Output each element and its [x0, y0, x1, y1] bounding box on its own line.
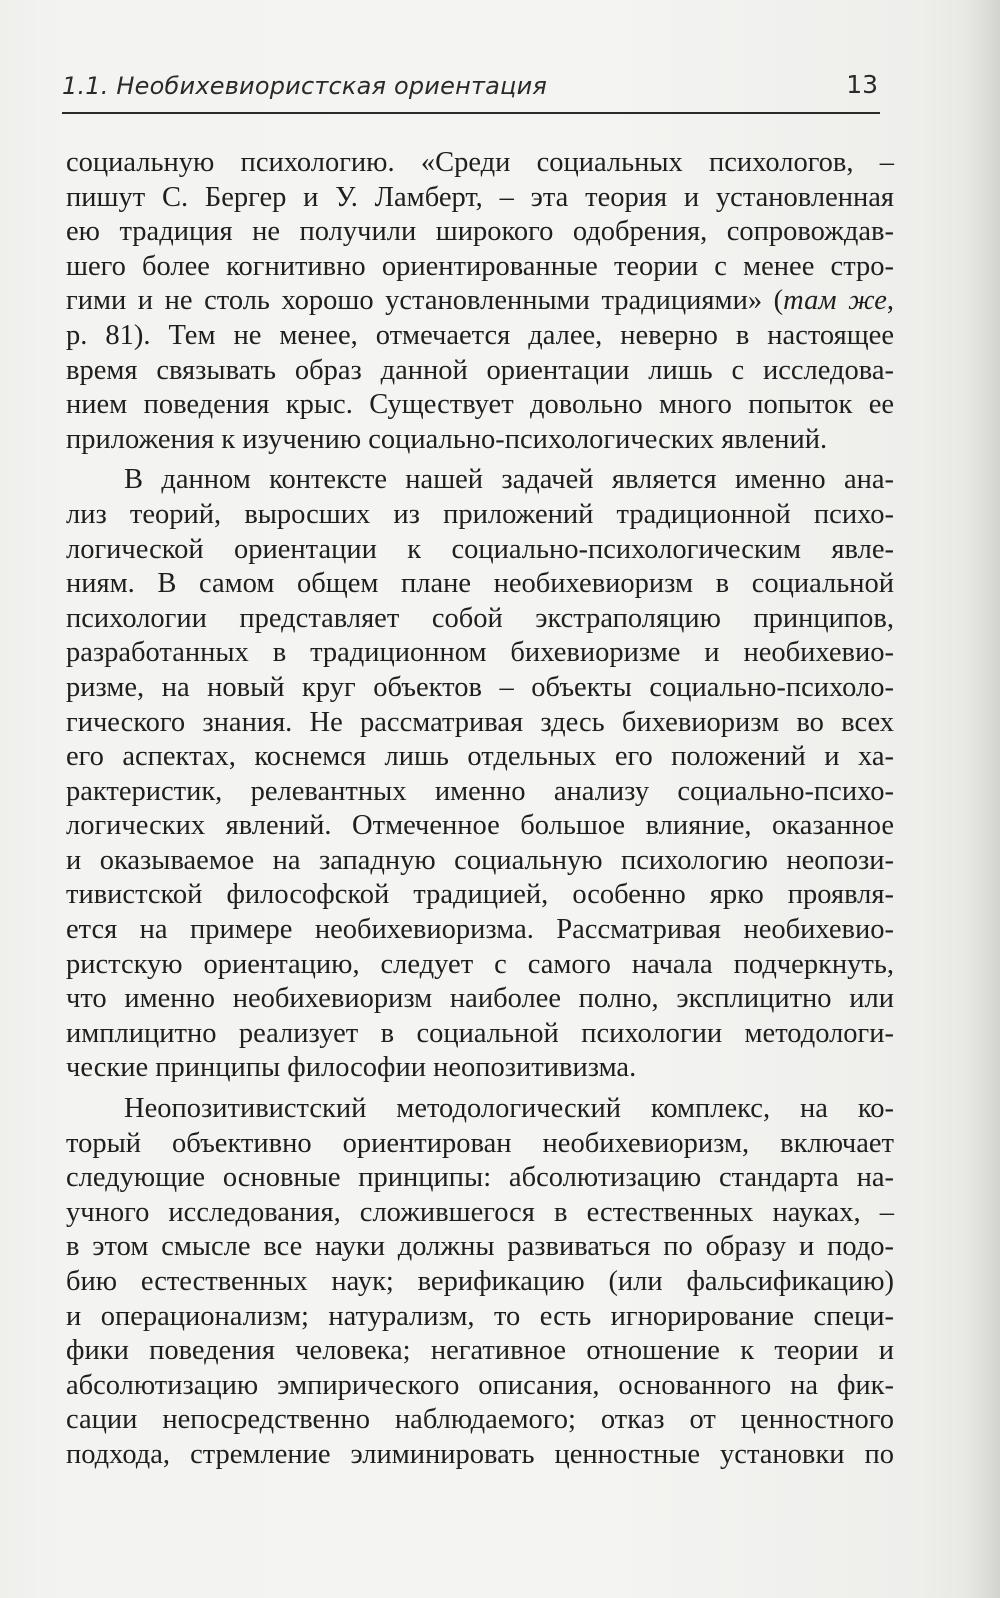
text-line: подхода, стремление элиминировать ценностные установки по	[66, 1438, 894, 1470]
text-line: социальную психологию. «Среди социальных психологов, –	[66, 147, 894, 178]
text-line: рактеристик, релевантных именно анализу социально-психо-	[66, 775, 894, 807]
text-line: Неопозитивистский методологический комплекс, на ко-	[124, 1093, 894, 1125]
paragraph-3	[66, 1092, 894, 1473]
text-line: и операционализм; натурализм, то есть игнорирование специ-	[66, 1300, 894, 1332]
text-line: время связывать образ данной ориентации лишь с исследова-	[66, 354, 894, 386]
text-line: р. 81). Тем не менее, отмечается далее, неверно в настоящее	[66, 319, 894, 351]
text-line: ризме, на новый круг объектов – объекты социально-психоло-	[66, 671, 894, 703]
text-line: ется на примере необихевиоризма. Рассматривая необихевио-	[66, 914, 894, 946]
text-line: В данном контексте нашей задачей является именно ана-	[124, 464, 894, 496]
text-line: пишут С. Бергер и У. Ламберт, – эта теория и установленная	[66, 181, 894, 213]
text-line: фики поведения человека; негативное отношение к теории и	[66, 1335, 894, 1367]
text-line: бию естественных наук; верификацию (или фальсификацию)	[66, 1266, 894, 1297]
text-line: имплицитно реализует в социальной психологии методологи-	[66, 1017, 894, 1049]
text-line: абсолютизацию эмпирического описания, основанного на фик-	[66, 1369, 894, 1401]
running-head	[62, 62, 880, 114]
text-line-with-reference	[66, 284, 894, 319]
text-line: что именно необихевиоризм наиболее полно, эксплицитно или	[66, 983, 894, 1015]
text-line: торый объективно ориентирован необихевиоризм, включает	[66, 1127, 894, 1159]
page-edge-shadow	[962, 0, 1000, 1598]
paragraph-1	[66, 146, 894, 457]
text-line: психологии представляет собой экстраполяцию принципов,	[66, 602, 894, 634]
text-line: ристскую ориентацию, следует с самого начала подчеркнуть,	[66, 948, 894, 980]
text-line: следующие основные принципы: абсолютизацию стандарта на-	[66, 1162, 894, 1194]
text-segment: гими и не столь хорошо установленными традициями» (	[66, 285, 784, 317]
text-line: сации непосредственно наблюдаемого; отказ от ценностного	[66, 1404, 894, 1436]
text-line: гического знания. Не рассматривая здесь бихевиоризм во всех	[66, 706, 894, 738]
italic-reference: там же	[783, 285, 887, 317]
paragraph-2	[66, 463, 894, 1086]
text-line: лиз теорий, выросших из приложений традиционной психо-	[66, 498, 894, 530]
text-line: разработанных в традиционном бихевиоризме и необихевио-	[66, 637, 894, 669]
running-title: 1.1. Необихевиористская ориентация	[62, 72, 548, 100]
text-line: тивистской философской традицией, особенно ярко проявля-	[66, 879, 894, 911]
body-text	[66, 146, 894, 1473]
text-line: приложения к изучению социально-психологических явлений.	[66, 423, 828, 455]
text-line: логической ориентации к социально-психологическим явле-	[66, 533, 894, 565]
text-line: логических явлений. Отмеченное большое влияние, оказанное	[66, 810, 894, 842]
text-line: и оказываемое на западную социальную психологию неопози-	[66, 844, 894, 876]
text-line: в этом смысле все науки должны развиваться по образу и подо-	[66, 1231, 894, 1263]
text-segment: ,	[886, 285, 894, 317]
text-line: ею традиция не получили широкого одобрения, сопровождав-	[66, 216, 894, 248]
text-line: учного исследования, сложившегося в естественных науках, –	[66, 1196, 894, 1228]
page-number: 13	[846, 70, 878, 99]
text-line: шего более когнитивно ориентированные теории с менее стро-	[66, 250, 894, 282]
text-line: его аспектах, коснемся лишь отдельных его положений и ха-	[66, 741, 894, 773]
text-line: ческие принципы философии неопозитивизма.	[66, 1052, 637, 1084]
text-line: нием поведения крыс. Существует довольно много попыток ее	[66, 389, 894, 421]
text-line: ниям. В самом общем плане необихевиоризм в социальной	[66, 568, 894, 600]
